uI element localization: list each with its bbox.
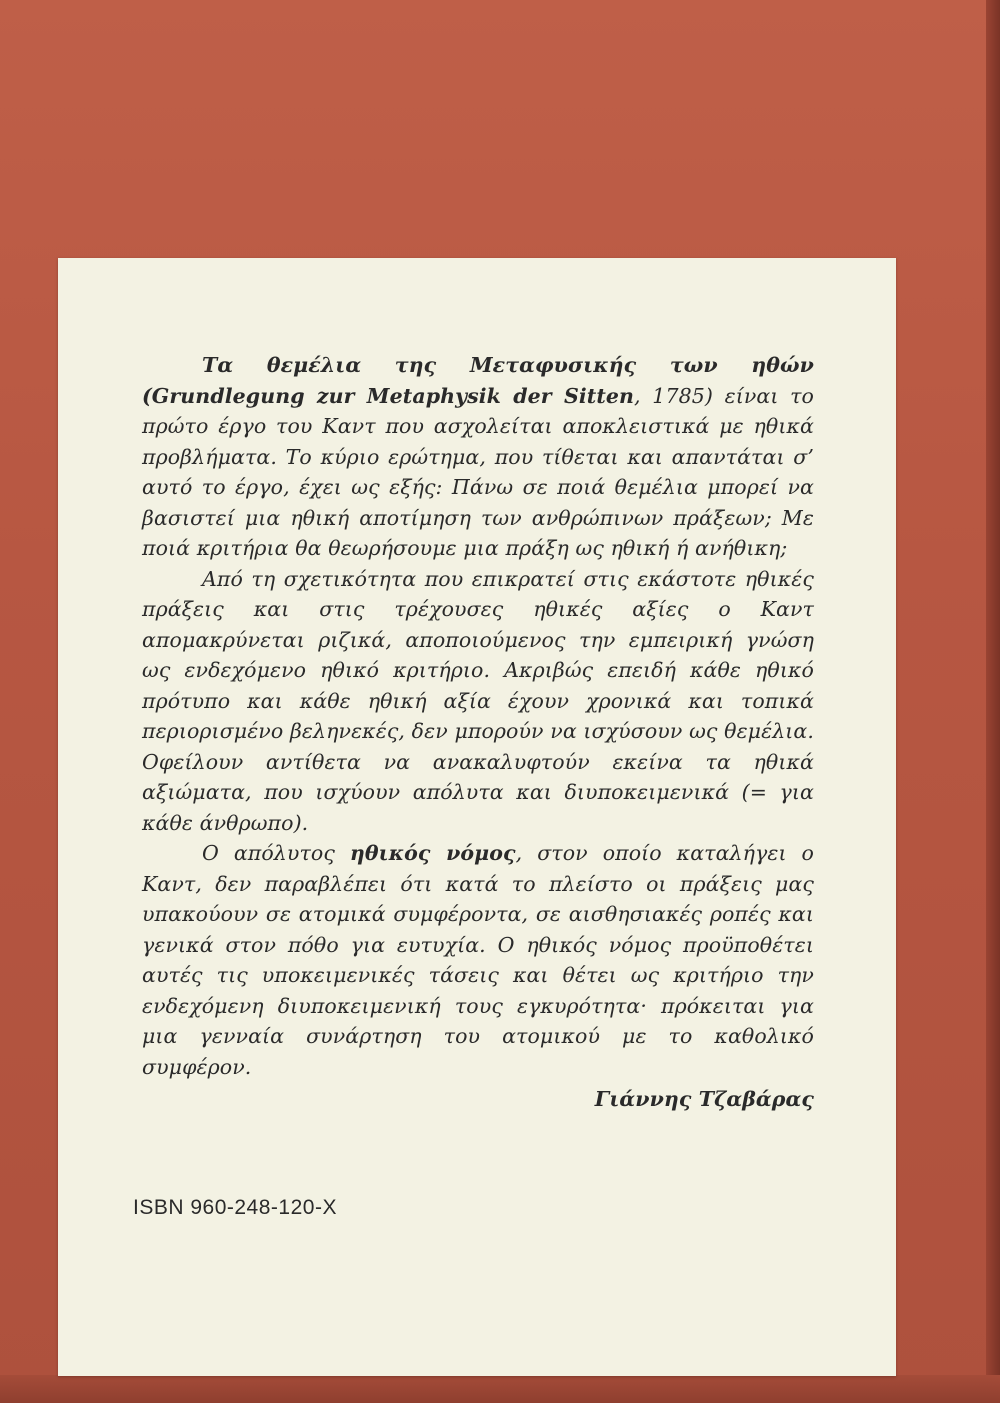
book-title-german: (Grundlegung zur Metaphysik der Sitten <box>142 383 635 408</box>
blurb-paragraph-3 <box>142 838 814 1082</box>
blurb-paragraph-3-rest: , στον οποίο καταλήγει ο Καντ, δεν παραβλέπει ότι κατά το πλείστο οι πράξεις μας υπακούουν σε ατομικά συμφέροντα, σε αισθησιακές ροπές και γενικά στον πόθο για ευτυχία. Ο ηθικός νόμος προϋποθέτει αυτές τις υποκειμενικές τάσεις και θέτει ως κριτήριο την ενδεχόμενη διυποκειμενική τους εγκυρότητα· πρόκειται για μια γενναία συνάρτηση του ατομικού με το καθολικό συμφέρον. <box>142 841 814 1079</box>
blurb-paragraph-1-rest: είναι το πρώτο έργο του Καντ που ασχολείται αποκλειστικά με ηθικά προβλήματα. Το κύριο ερώτημα, που τίθεται και απαντάται σ’ αυτό το έργο, έχει ως εξής: Πάνω σε ποιά θεμέλια μπορεί να βασιστεί μια ηθική αποτίμηση των ανθρώπινων πράξεων; Με ποιά κριτήρια θα θεωρήσουμε μια πράξη ως ηθική ή ανήθικη; <box>142 383 814 560</box>
blurb-paragraph-2: Από τη σχετικότητα που επικρατεί στις εκάστοτε ηθικές πράξεις και στις τρέχουσες ηθικές αξίες ο Καντ απομακρύνεται ριζικά, αποποιούμενος την εμπειρική γνώση ως ενδεχόμενο ηθικό κριτήριο. Ακριβώς επειδή κάθε ηθικό πρότυπο και κάθε ηθική αξία έχουν χρονικά και τοπικά περιορισμένο βεληνεκές, δεν μπορούν να ισχύσουν ως θεμέλια. Οφείλουν αντίθετα να ανακαλυφτούν εκείνα τα ηθικά αξιώματα, που ισχύουν απόλυτα και διυποκειμενικά (= για κάθε άνθρωπο). <box>142 566 814 835</box>
cover-bottom-edge <box>0 1375 1000 1403</box>
blurb-paragraph-3-start: Ο απόλυτος <box>202 841 350 865</box>
isbn-number: ISBN 960-248-120-X <box>133 1196 337 1219</box>
cover-edge <box>986 0 1000 1403</box>
book-title-greek: Τα θεμέλια της Μεταφυσικής των ηθών <box>202 353 814 377</box>
blurb-paragraph-1 <box>142 350 814 564</box>
blurb-text <box>142 350 814 1115</box>
moral-law-term: ηθικός νόμος <box>349 841 516 865</box>
publication-year: , 1785) <box>634 383 713 408</box>
author-signature: Γιάννης Τζαβάρας <box>594 1087 814 1111</box>
